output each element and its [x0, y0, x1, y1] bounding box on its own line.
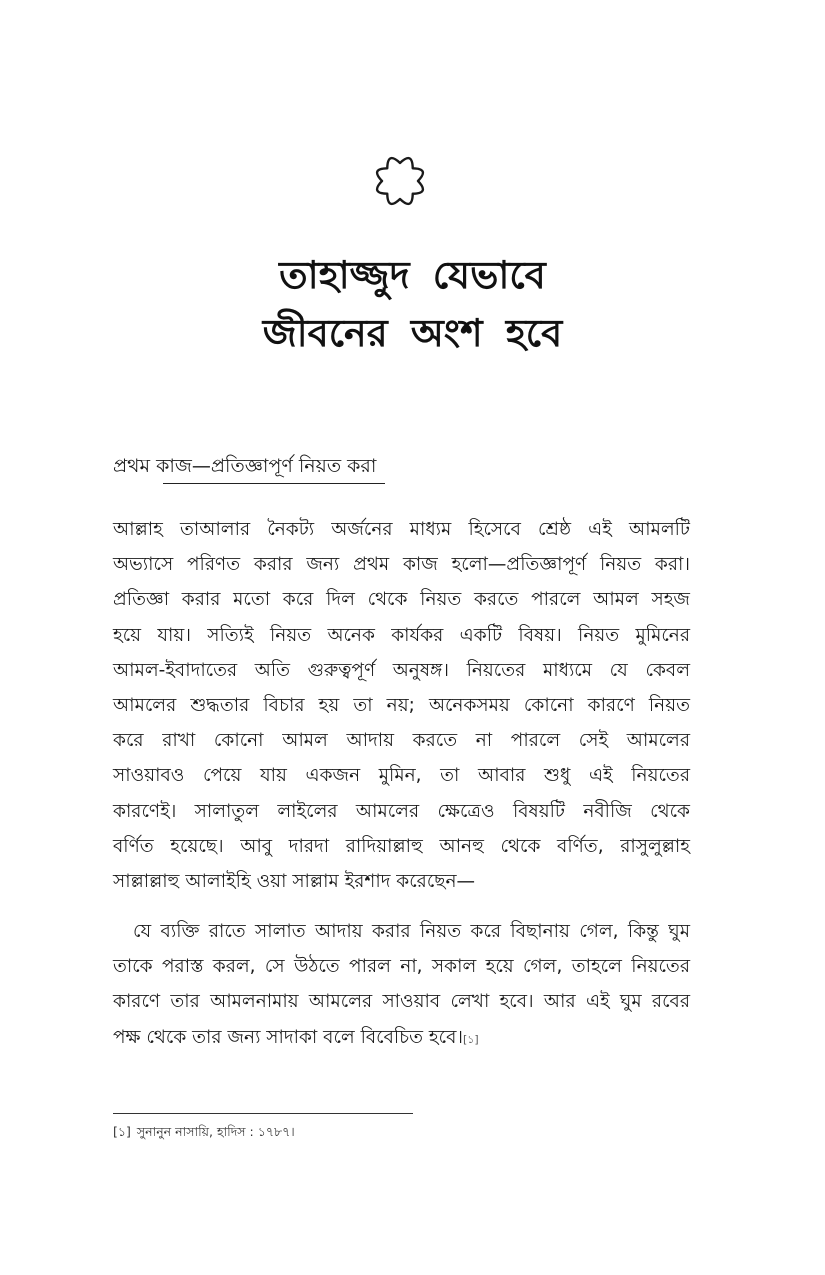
section-heading — [113, 452, 376, 480]
paragraph-line: সাওয়াবও পেয়ে যায় একজন মুমিন, তা আবার শুধু এই নিয়তের — [113, 765, 690, 787]
paragraph-line: সাল্লাল্লাহু আলাইহি ওয়া সাল্লাম ইরশাদ করেছেন— — [113, 870, 476, 892]
paragraph-line: আমলের শুদ্ধতার বিচার হয় তা নয়; অনেকসময় কোনো কারণে নিয়ত — [113, 694, 690, 716]
chapter-title-line-2: জীবনের অংশ হবে — [262, 311, 563, 355]
chapter-title-line-1: তাহাজ্জুদ যেভাবে — [279, 253, 546, 297]
paragraph-line: আমল-ইবাদাতের অতি গুরুত্বপূর্ণ অনুষঙ্গ। নিয়তের মাধ্যমে যে কেবল — [113, 659, 690, 681]
paragraph-line: করে রাখা কোনো আমল আদায় করতে না পারলে সেই আমলের — [113, 730, 690, 752]
section-heading-underline — [163, 483, 385, 484]
footnote-number: [১] — [113, 1124, 131, 1139]
footnote-separator — [113, 1113, 413, 1114]
section-heading-prefix: প্রথম — [113, 455, 157, 477]
section-heading-text: কাজ—প্রতিজ্ঞাপূর্ণ নিয়ত করা — [156, 455, 377, 477]
quote-line: যে ব্যক্তি রাতে সালাত আদায় করার নিয়ত করে বিছানায় গেল, কিন্তু ঘুম — [133, 921, 690, 942]
hadith-quote-paragraph — [113, 914, 690, 1055]
paragraph-line: বর্ণিত হয়েছে। আবু দারদা রাদিয়াল্লাহু আনহু থেকে বর্ণিত, রাসুলুল্লাহ — [113, 835, 690, 857]
footnote-text: সুনানুন নাসায়ি, হাদিস : ১৭৮৭। — [136, 1124, 295, 1139]
footnote — [113, 1122, 295, 1142]
quote-line-last — [113, 1020, 690, 1055]
footnote-reference-marker[interactable]: [১] — [463, 1032, 479, 1046]
quote-line: কারণে তার আমলনামায় আমলের সাওয়াব লেখা হবে। আর এই ঘুম রবের — [113, 991, 690, 1013]
paragraph-line: হয়ে যায়। সত্যিই নিয়ত অনেক কার্যকর একটি বিষয়। নিয়ত মুমিনের — [113, 624, 690, 646]
quote-line-text: পক্ষ থেকে তার জন্য সাদাকা বলে বিবেচিত হবে। — [113, 1026, 463, 1048]
flower-ornament-icon — [367, 148, 433, 214]
paragraph-line: কারণেই। সালাতুল লাইলের আমলের ক্ষেত্রেও বিষয়টি নবীজি থেকে — [113, 800, 690, 822]
paragraph-line: প্রতিজ্ঞা করার মতো করে দিল থেকে নিয়ত করতে পারলে আমল সহজ — [113, 589, 690, 611]
paragraph-line: আল্লাহ তাআলার নৈকট্য অর্জনের মাধ্যম হিসেবে শ্রেষ্ঠ এই আমলটি — [113, 519, 690, 540]
body-paragraph-1 — [113, 512, 690, 899]
chapter-title — [0, 246, 825, 362]
quote-line: তাকে পরাস্ত করল, সে উঠতে পারল না, সকাল হয়ে গেল, তাহলে নিয়তের — [113, 956, 690, 978]
paragraph-line: অভ্যাসে পরিণত করার জন্য প্রথম কাজ হলো—প্রতিজ্ঞাপূর্ণ নিয়ত করা। — [113, 554, 690, 576]
